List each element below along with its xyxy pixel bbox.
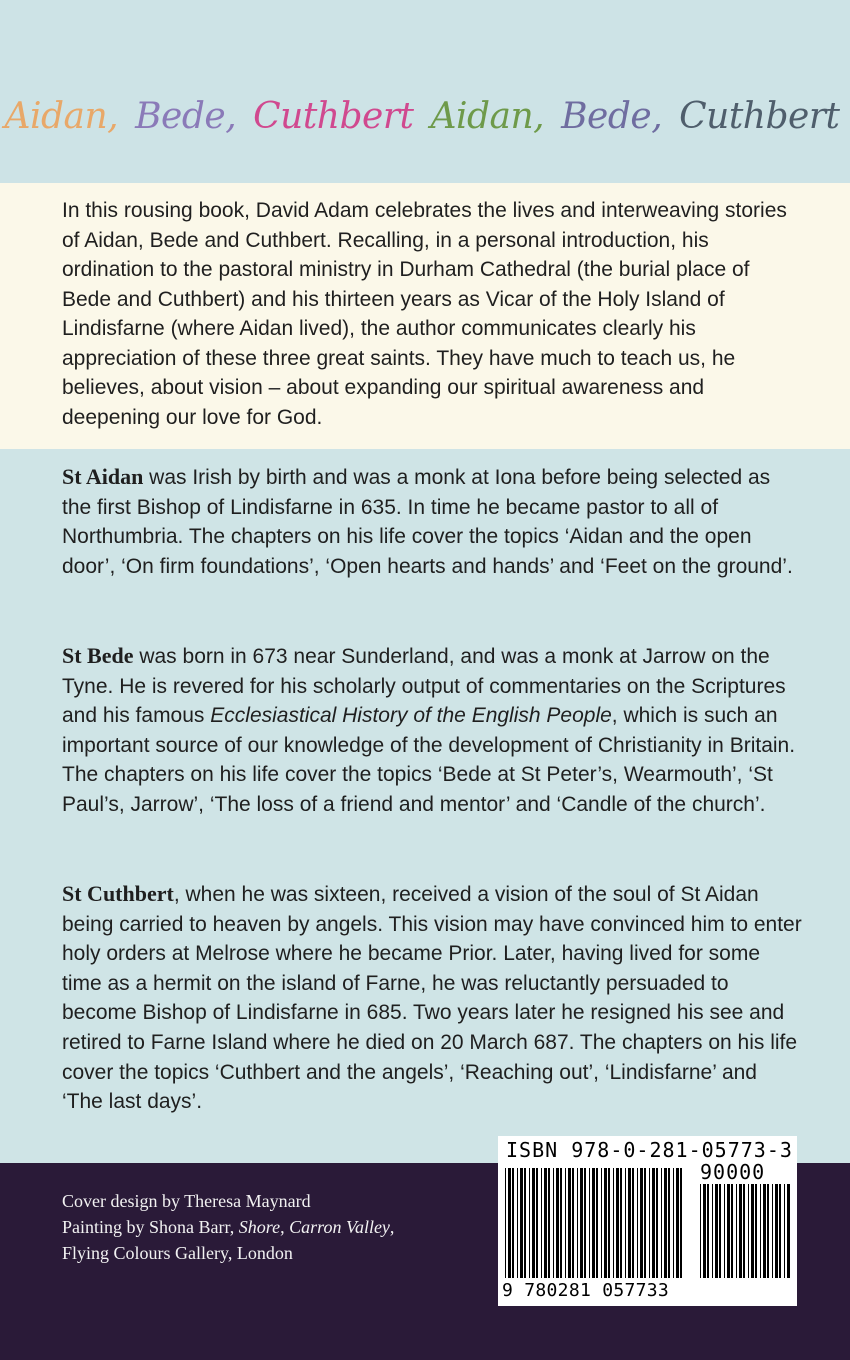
barcode-bars	[505, 1168, 683, 1278]
title-word-cuthbert-2: Cuthbert	[679, 96, 840, 137]
title-word-bede-2: Bede,	[561, 96, 663, 137]
barcode-bar	[601, 1168, 602, 1278]
barcode-bar	[787, 1184, 790, 1278]
title-line	[0, 96, 850, 137]
barcode-bar	[553, 1168, 554, 1278]
credit-painting-prefix: Painting by Shona Barr,	[62, 1217, 239, 1237]
barcode-bar	[556, 1168, 559, 1278]
barcode-bar	[772, 1184, 773, 1278]
title-word-aidan-2: Aidan,	[430, 96, 545, 137]
title-word-cuthbert: Cuthbert	[253, 96, 414, 137]
barcode-bar	[664, 1168, 667, 1278]
barcode-bar	[524, 1168, 526, 1278]
barcode-bar	[637, 1168, 638, 1278]
barcode-bar	[739, 1184, 742, 1278]
barcode-bar	[640, 1168, 643, 1278]
barcode-bar	[712, 1184, 713, 1278]
barcode-bar	[580, 1168, 583, 1278]
barcode-bar	[532, 1168, 535, 1278]
barcode-bar	[565, 1168, 566, 1278]
barcode-bar	[775, 1184, 778, 1278]
aidan-name: St Aidan	[62, 464, 144, 489]
barcode-addon-bars	[700, 1184, 790, 1278]
credit-painting-place: Carron Valley	[289, 1217, 390, 1237]
credit-end: ,	[389, 1217, 395, 1237]
barcode-bar	[632, 1168, 634, 1278]
barcode-bar	[703, 1184, 706, 1278]
barcode-bar	[727, 1184, 730, 1278]
bede-text-b: , which is such an important source of our knowledge of the development of Christianity in Britain. The chapters on his life cover the topics ‘Bede at St Peter’s, Wearmouth’, ‘St Paul’s, Jarrow’, ‘The loss of a friend and mentor’ and ‘Candle of the church’.	[62, 704, 796, 816]
credit-cover-design: Cover design by Theresa Maynard	[62, 1191, 311, 1211]
barcode-bar	[707, 1184, 709, 1278]
intro-paragraph: In this rousing book, David Adam celebrates the lives and interweaving stories of Aidan, Bede and Cuthbert. Recalling, in a personal introduction, his ordination to the pastoral ministry in Durham Cathedral (the burial place of Bede and Cuthbert) and his thirteen years as Vicar of the Holy Island of Lindisfarne (where Aidan lived), the author communicates clearly his appreciation of these three great saints. They have much to teach us, he believes, about vision – about expanding our spiritual awareness and deepening our love for God.	[62, 199, 787, 429]
barcode-bar	[596, 1168, 598, 1278]
bede-book-title: Ecclesiastical History of the English People	[210, 704, 612, 728]
barcode-bar	[505, 1168, 506, 1278]
barcode-bar	[541, 1168, 542, 1278]
aidan-paragraph	[62, 462, 802, 581]
isbn-label: ISBN 978-0-281-05773-3	[506, 1138, 793, 1162]
title-word-aidan: Aidan,	[4, 96, 119, 137]
cuthbert-text: , when he was sixteen, received a vision of the soul of St Aidan being carried to heaven by angels. This vision may have convinced him to enter holy orders at Melrose where he became Prior. Later, having lived for some time as a hermit on the island of Farne, he was reluctantly persuaded to become Bishop of Lindisfarne in 685. Two years later he resigned his see and retired to Farne Island where he died on 20 March 687. The chapters on his life cover the topics ‘Cuthbert and the angels’, ‘Reaching out’, ‘Lindisfarne’ and ‘The last days’.	[62, 883, 802, 1114]
credit-painting	[62, 1214, 394, 1240]
barcode-bar	[568, 1168, 571, 1278]
barcode-bar	[644, 1168, 646, 1278]
barcode-bar	[784, 1184, 785, 1278]
barcode-bar	[673, 1168, 674, 1278]
barcode-digits: 9 780281 057733	[502, 1280, 670, 1301]
barcode-bar	[760, 1184, 761, 1278]
barcode-bar	[779, 1184, 781, 1278]
barcode-bar	[616, 1168, 619, 1278]
barcode-bar	[620, 1168, 622, 1278]
barcode-bar	[613, 1168, 614, 1278]
barcode-bar	[529, 1168, 530, 1278]
bede-paragraph	[62, 641, 802, 820]
price-code: 90000	[700, 1160, 766, 1184]
barcode-bar	[548, 1168, 550, 1278]
barcode-bar	[628, 1168, 631, 1278]
barcode-bar	[625, 1168, 626, 1278]
barcode-bar	[584, 1168, 586, 1278]
barcode-bar	[592, 1168, 595, 1278]
barcode-bar	[656, 1168, 658, 1278]
barcode-bar	[649, 1168, 650, 1278]
barcode-bar	[715, 1184, 718, 1278]
barcode-bar	[736, 1184, 737, 1278]
barcode-bar	[724, 1184, 725, 1278]
barcode-bar	[544, 1168, 547, 1278]
barcode-bar	[517, 1168, 518, 1278]
credits	[62, 1188, 394, 1266]
title-word-bede: Bede,	[135, 96, 237, 137]
credit-painting-title: Shore	[238, 1217, 281, 1237]
barcode-bar	[520, 1168, 523, 1278]
barcode-bar	[668, 1168, 670, 1278]
barcode-bar	[719, 1184, 721, 1278]
barcode-bar	[572, 1168, 574, 1278]
barcode-bar	[652, 1168, 655, 1278]
barcode-bar	[512, 1168, 514, 1278]
barcode-bar	[560, 1168, 562, 1278]
barcode-bar	[680, 1168, 682, 1278]
barcode-bar	[763, 1184, 766, 1278]
barcode-bar	[676, 1168, 679, 1278]
barcode-bar	[608, 1168, 610, 1278]
barcode-bar	[731, 1184, 733, 1278]
barcode-bar	[536, 1168, 538, 1278]
barcode-bar	[743, 1184, 745, 1278]
bede-text-a: was born in 673 near Sunderland, and was a monk at Jarrow on the Tyne. He is revered for his scholarly output of commentaries on the Scriptures and his famous	[62, 645, 786, 728]
credit-gallery: Flying Colours Gallery, London	[62, 1243, 293, 1263]
barcode-bar	[589, 1168, 590, 1278]
cuthbert-paragraph	[62, 879, 802, 1117]
barcode-bar	[661, 1168, 662, 1278]
barcode-bar	[700, 1184, 701, 1278]
barcode-bar	[577, 1168, 578, 1278]
barcode-bar	[755, 1184, 757, 1278]
barcode-bar	[751, 1184, 754, 1278]
barcode-bar	[767, 1184, 769, 1278]
barcode-bar	[508, 1168, 511, 1278]
barcode-bar	[604, 1168, 607, 1278]
credit-sep: ,	[280, 1217, 290, 1237]
cuthbert-name: St Cuthbert	[62, 881, 174, 906]
top-band	[0, 0, 850, 183]
bede-name: St Bede	[62, 643, 134, 668]
aidan-text: was Irish by birth and was a monk at Iona before being selected as the first Bishop of Lindisfarne in 635. In time he became pastor to all of Northumbria. The chapters on his life cover the topics ‘Aidan and the open door’, ‘On firm foundations’, ‘Open hearts and hands’ and ‘Feet on the ground’.	[62, 466, 793, 578]
barcode-bar	[748, 1184, 749, 1278]
